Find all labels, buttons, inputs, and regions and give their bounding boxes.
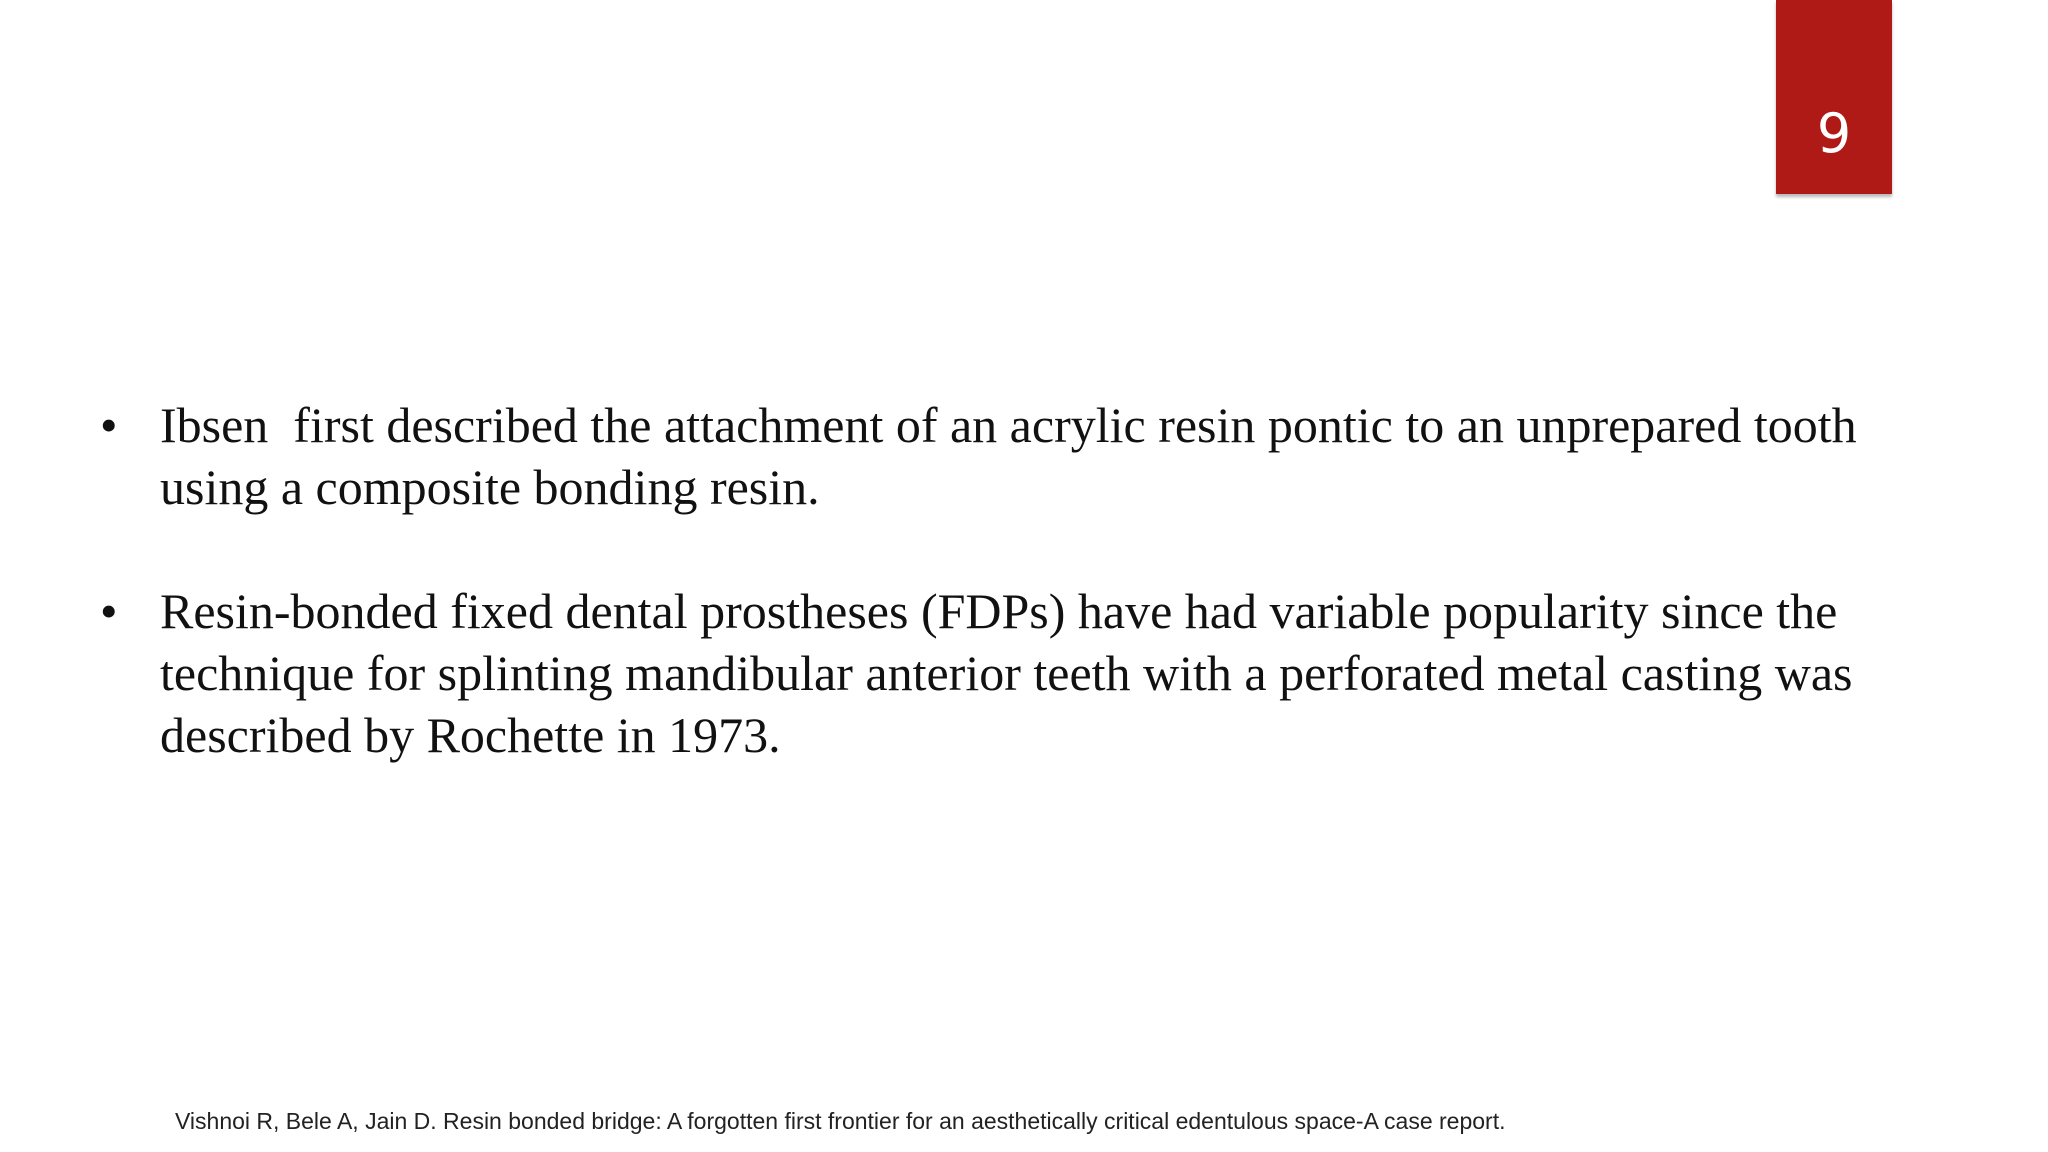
page-number: 9 <box>1816 102 1852 165</box>
citation: Vishnoi R, Bele A, Jain D. Resin bonded bridge: A forgotten first frontier for an aesthetically critical edentulous space-A case report. <box>175 1108 1506 1134</box>
bullet-item <box>96 394 1976 518</box>
page-number-badge <box>1776 0 1892 194</box>
bullet-list <box>96 394 1976 766</box>
bullet-glyph: • <box>100 583 118 639</box>
bullet-text: Ibsen first described the attachment of an acrylic resin pontic to an unprepared tooth using a composite bonding resin. <box>160 397 1870 515</box>
bullet-text: Resin-bonded fixed dental prostheses (FDPs) have had variable popularity since the technique for splinting mandibular anterior teeth with a perforated metal casting was described by Rochette in 1973. <box>160 583 1853 763</box>
bullet-item <box>96 580 1976 766</box>
bullet-glyph: • <box>100 397 118 453</box>
